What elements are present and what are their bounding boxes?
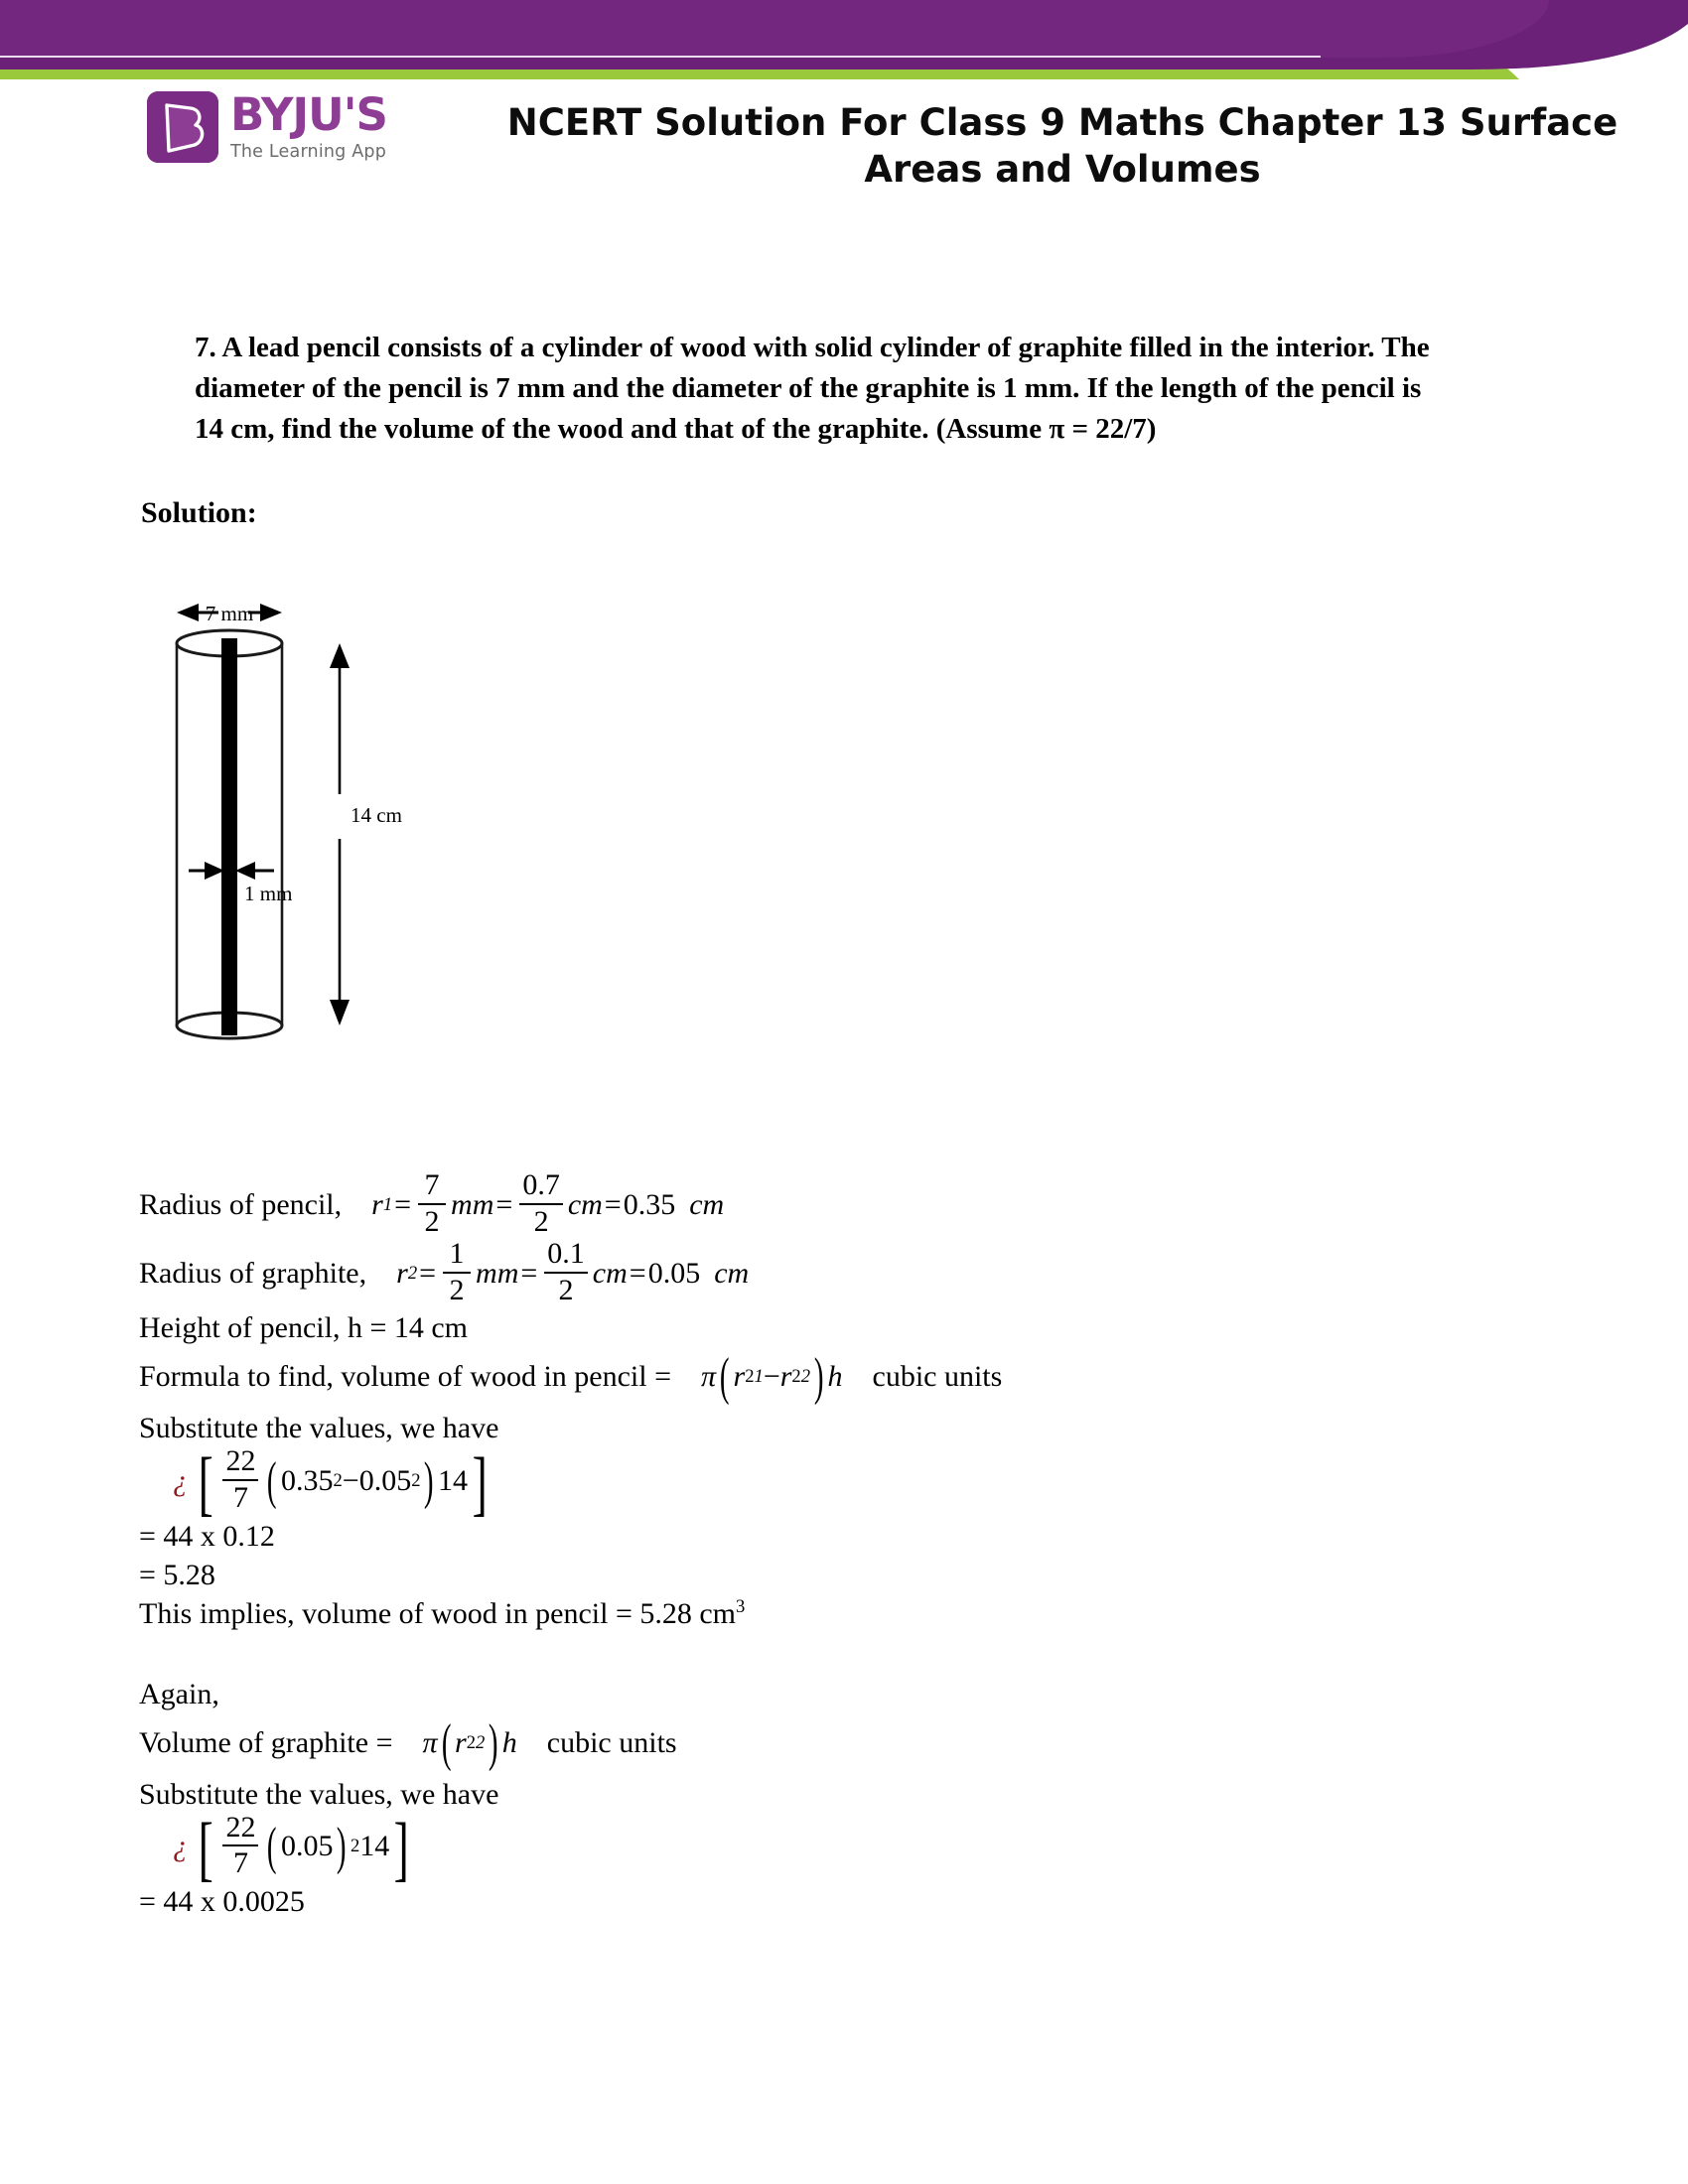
logo-tagline: The Learning App — [230, 142, 387, 163]
wood-step-1: = 44 x 0.12 — [139, 1519, 275, 1553]
frac-denominator: 7 — [232, 1480, 248, 1514]
wood-term-c: 14 — [437, 1463, 468, 1497]
frac-denominator: 7 — [232, 1846, 248, 1880]
paren-open: ( — [719, 1348, 730, 1407]
r2-sup: 2 — [466, 1731, 476, 1753]
formula-wood-line — [139, 1347, 1529, 1407]
radius-pencil-label: Radius of pencil, — [139, 1187, 343, 1221]
radius-pencil-fraction-mm — [418, 1170, 446, 1237]
cubic-units-label: cubic units — [546, 1725, 677, 1759]
page-title-line-1: NCERT Solution For Class 9 Maths Chapter 13 Surface — [506, 101, 1618, 144]
width-arrow-left — [177, 604, 199, 621]
frac-numerator: 0.1 — [547, 1237, 585, 1271]
frac-denominator: 2 — [424, 1204, 440, 1238]
frac-denominator: 2 — [558, 1273, 574, 1306]
again-label: Again, — [139, 1677, 219, 1710]
formula-graphite-line — [139, 1713, 1529, 1773]
paren-open: ( — [441, 1713, 452, 1772]
wood-conclusion-text: This implies, volume of wood in pencil = 5.28 cm — [139, 1596, 737, 1630]
formula-wood-label: Formula to find, volume of wood in pencil = — [139, 1360, 672, 1394]
paren-close: ) — [489, 1713, 498, 1772]
graphite-expression-line — [139, 1808, 1529, 1889]
radius-graphite-label: Radius of graphite, — [139, 1256, 367, 1290]
wood-term-b: 0.05 — [358, 1463, 412, 1497]
solution-steps — [139, 1168, 1529, 1921]
radius-graphite-fraction-cm — [544, 1239, 588, 1305]
solution-label: Solution: — [141, 495, 257, 529]
bracket-open: [ — [198, 1442, 213, 1524]
header-banner — [0, 0, 1688, 79]
radius-pencil-result-unit: cm — [689, 1187, 725, 1221]
wood-term-b-sup: 2 — [411, 1469, 421, 1491]
radius-pencil-var-sub: 1 — [382, 1193, 393, 1215]
radius-graphite-line: Radius of graphite, r 2 = $\frac{1}{2}$ mm = $\frac{0.1}{2}$ cm = 0.05 cm — [139, 1237, 750, 1306]
formula-graphite-label: Volume of graphite = — [139, 1725, 393, 1759]
page-title — [467, 99, 1658, 194]
question-text: 7. A lead pencil consists of a cylinder of wood with solid cylinder of graphite filled in the interior. The diameter of the pencil is 7 mm and the diameter of the graphite is 1 mm. If the length of the pencil is 14 cm, find the volume of the wood and that of the graphite. (Assume π = 22/7) — [195, 332, 1430, 446]
radius-pencil-line: Radius of pencil, r 1 = $\frac{7}{2}$ mm = $\frac{0.7}{2}$ cm = 0.35 cm — [139, 1168, 725, 1238]
wood-term-a-sup: 2 — [333, 1469, 343, 1491]
radius-pencil-result: 0.35 — [623, 1187, 676, 1221]
height-arrow-down — [330, 1000, 350, 1025]
pi-symbol: π — [701, 1360, 717, 1394]
height-arrow-up — [330, 643, 350, 668]
r2-sup: 2 — [791, 1366, 801, 1388]
frac-denominator: 2 — [533, 1204, 549, 1238]
h-var: h — [827, 1360, 843, 1394]
paren-close: ) — [813, 1348, 824, 1407]
paren-open: ( — [267, 1451, 278, 1510]
radius-pencil-var: r — [371, 1187, 383, 1221]
wood-conclusion — [139, 1594, 1529, 1633]
page-title-line-2: Areas and Volumes — [864, 148, 1261, 192]
header-separator-line — [0, 56, 1321, 58]
bracket-close: ] — [472, 1442, 488, 1524]
graphite-step-1: = 44 x 0.0025 — [139, 1884, 305, 1918]
r1-sup: 2 — [745, 1366, 755, 1388]
pi-symbol: π — [422, 1725, 438, 1759]
substitute-label-graphite: Substitute the values, we have — [139, 1777, 499, 1811]
graphite-term-a-sup: 2 — [350, 1836, 360, 1857]
radius-graphite-result: 0.05 — [647, 1256, 701, 1290]
frac-numerator: 7 — [424, 1168, 440, 1201]
pi-fraction-wood — [222, 1446, 258, 1513]
radius-graphite-result-unit: cm — [714, 1256, 750, 1290]
radius-graphite-unit-cm: cm — [592, 1256, 628, 1290]
inverted-question-marker: ¿ — [173, 1463, 188, 1497]
h-var: h — [501, 1725, 517, 1759]
paren-open: ( — [267, 1818, 278, 1876]
graphite-term-c: 14 — [359, 1830, 390, 1863]
substitute-label-wood: Substitute the values, we have — [139, 1412, 499, 1445]
r2-var: r — [455, 1725, 467, 1759]
wood-operator: − — [342, 1463, 359, 1497]
frac-numerator: 0.7 — [522, 1168, 560, 1201]
byjus-b-logo-icon — [147, 91, 218, 163]
wood-conclusion-exponent: 3 — [736, 1595, 746, 1617]
header-purple-band-front — [0, 0, 1549, 58]
minus-symbol: − — [763, 1360, 780, 1394]
radius-graphite-unit-mm: mm — [476, 1256, 519, 1290]
graphite-core — [221, 638, 237, 1035]
frac-numerator: 22 — [225, 1444, 256, 1478]
frac-denominator: 2 — [449, 1273, 465, 1306]
paren-close: ) — [424, 1451, 435, 1510]
inner-arrow-left — [235, 862, 255, 880]
figure-height-label: 14 cm — [351, 803, 402, 827]
r2-sub: 2 — [475, 1731, 486, 1753]
wood-term-a: 0.35 — [280, 1463, 334, 1497]
brand-logo[interactable] — [147, 88, 445, 179]
radius-pencil-unit-cm: cm — [567, 1187, 603, 1221]
question-block — [141, 328, 1545, 530]
height-of-pencil-line: Height of pencil, h = 14 cm — [139, 1311, 469, 1345]
r2-sub: 2 — [800, 1366, 811, 1388]
figure-inner-label: 1 mm — [244, 882, 293, 905]
paren-close: ) — [337, 1818, 348, 1876]
r2-var: r — [779, 1360, 792, 1394]
frac-numerator: 22 — [225, 1810, 256, 1843]
graphite-term-a: 0.05 — [280, 1830, 334, 1863]
pencil-cylinder-diagram — [149, 591, 477, 1097]
radius-graphite-var-sub: 2 — [407, 1262, 418, 1284]
section-gap — [139, 1633, 1529, 1675]
pi-fraction-graphite — [222, 1810, 258, 1880]
radius-graphite-fraction-mm — [443, 1239, 471, 1305]
frac-numerator: 1 — [449, 1237, 465, 1271]
wood-expression-line — [139, 1442, 1529, 1524]
bracket-open: [ — [198, 1808, 213, 1889]
figure-top-label: 7 mm — [205, 602, 254, 625]
inverted-question-marker: ¿ — [173, 1830, 188, 1863]
radius-pencil-fraction-cm — [519, 1170, 563, 1237]
wood-step-2: = 5.28 — [139, 1558, 215, 1591]
bracket-close: ] — [393, 1808, 410, 1889]
r1-sub: 1 — [754, 1366, 764, 1388]
radius-pencil-unit-mm: mm — [451, 1187, 494, 1221]
logo-wordmark: BYJU'S — [230, 88, 387, 141]
radius-graphite-var: r — [396, 1256, 408, 1290]
width-arrow-right — [260, 604, 282, 621]
cubic-units-label: cubic units — [872, 1360, 1003, 1394]
r1-var: r — [733, 1360, 746, 1394]
